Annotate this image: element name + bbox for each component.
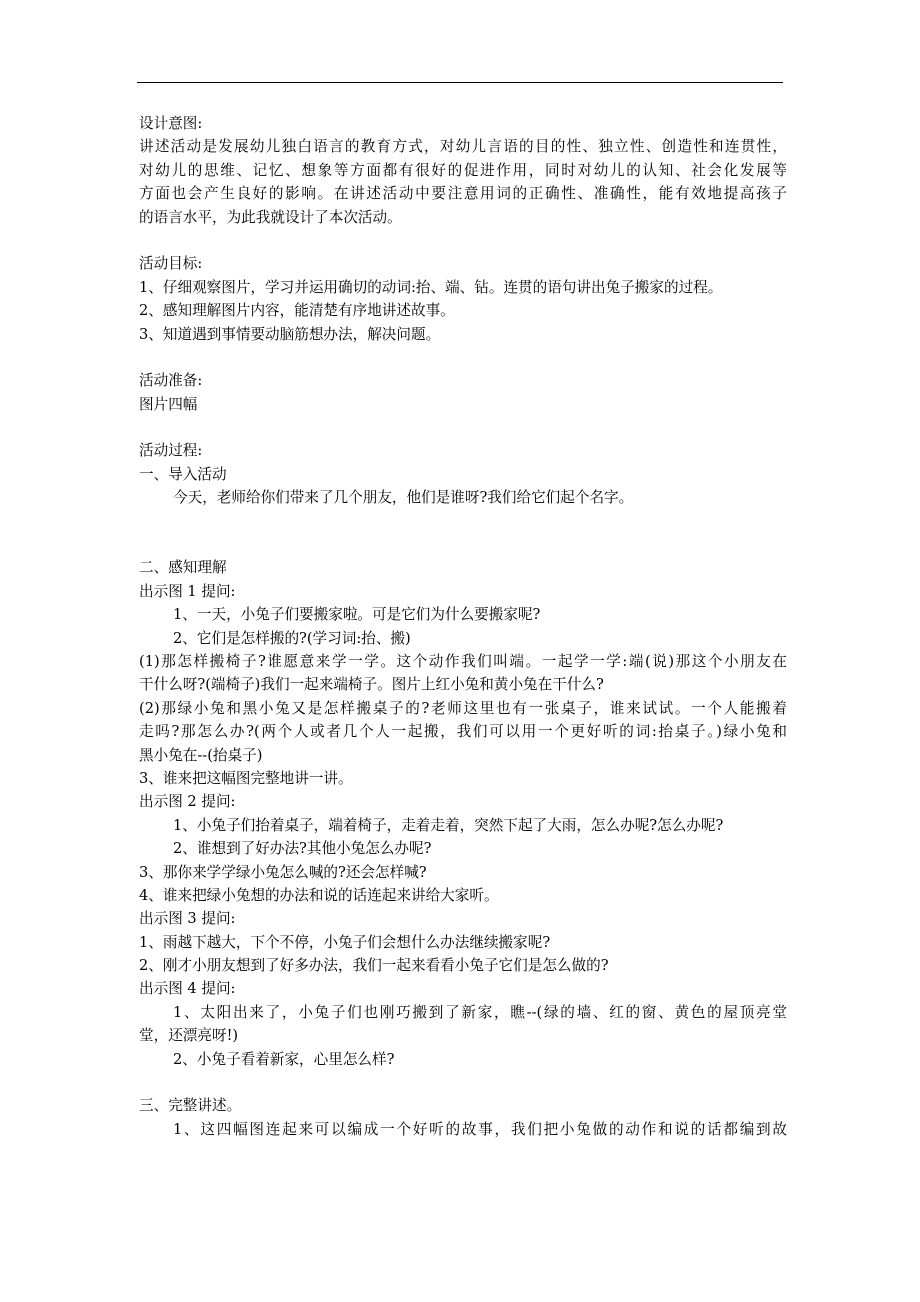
pic2-question-2: 2、谁想到了好办法?其他小兔怎么办呢? (173, 840, 432, 858)
pic3-question-2: 2、刚才小朋友想到了好多办法，我们一起来看看小兔子它们是怎么做的? (139, 957, 609, 975)
goal-item-1: 1、仔细观察图片，学习并运用确切的动词:抬、端、钻。连贯的语句讲出兔子搬家的过程。 (139, 278, 723, 296)
pic2-question-1: 1、小兔子们抬着桌子，端着椅子，走着走着，突然下起了大雨，怎么办呢?怎么办呢? (173, 816, 724, 834)
pic3-question-1: 1、雨越下越大，下个不停，小兔子们会想什么办法继续搬家呢? (139, 933, 551, 951)
design-line-2: 对幼儿的思维、记忆、想象等方面都有很好的促进作用，同时对幼儿的认知、社会化发展等 (139, 161, 787, 179)
pic4-question-1-line-2: 堂，还漂亮呀!) (139, 1027, 239, 1045)
goal-item-2: 2、感知理解图片内容，能清楚有序地讲述故事。 (139, 302, 455, 320)
part2-title: 二、感知理解 (139, 559, 227, 577)
pic4-question-2: 2、小兔子看着新家，心里怎么样? (173, 1050, 395, 1068)
process-heading: 活动过程: (139, 442, 203, 460)
pic1-sub-2-line-1: (2)那绿小兔和黑小兔又是怎样搬桌子的?老师这里也有一张桌子，谁来试试。一个人能搬着 (139, 699, 787, 717)
header-rule (137, 82, 783, 83)
pic4-label: 出示图 4 提问: (139, 980, 236, 998)
pic1-question-1: 1、一天，小兔子们要搬家啦。可是它们为什么要搬家呢? (173, 606, 541, 624)
pic4-question-1-line-1: 1、太阳出来了，小兔子们也刚巧搬到了新家，瞧--(绿的墙、红的窗、黄色的屋顶亮堂 (173, 1003, 787, 1021)
pic1-sub-1-line-2: 干什么呀?(端椅子)我们一起来端椅子。图片上红小兔和黄小兔在干什么? (139, 676, 604, 694)
document-body (139, 112, 787, 1141)
pic1-sub-2-line-2: 走吗?那怎么办?(两个人或者几个人一起搬，我们可以用一个更好听的词:抬桌子。)绿小兔和 (139, 723, 787, 741)
part3-question-1: 1、这四幅图连起来可以编成一个好听的故事，我们把小兔做的动作和说的话都编到故 (173, 1120, 787, 1138)
pic1-question-3: 3、谁来把这幅图完整地讲一讲。 (139, 769, 353, 787)
pic2-label: 出示图 2 提问: (139, 793, 236, 811)
pic1-label: 出示图 1 提问: (139, 582, 236, 600)
pic1-sub-2-line-3: 黑小兔在--(抬桌子) (139, 746, 263, 764)
design-line-1: 讲述活动是发展幼儿独白语言的教育方式，对幼儿言语的目的性、独立性、创造性和连贯性， (139, 138, 787, 156)
pic2-question-3: 3、那你来学学绿小兔怎么喊的?还会怎样喊? (139, 863, 427, 881)
design-heading: 设计意图: (139, 115, 203, 132)
pic3-label: 出示图 3 提问: (139, 910, 236, 928)
goals-heading: 活动目标: (139, 255, 203, 273)
part1-title: 一、导入活动 (139, 465, 227, 483)
part3-title: 三、完整讲述。 (139, 1097, 242, 1115)
pic1-question-2: 2、它们是怎样搬的?(学习词:抬、搬) (173, 629, 411, 647)
pic2-question-4: 4、谁来把绿小兔想的办法和说的话连起来讲给大家听。 (139, 886, 499, 904)
prep-heading: 活动准备: (139, 372, 203, 390)
goal-item-3: 3、知道遇到事情要动脑筋想办法，解决问题。 (139, 325, 441, 343)
design-line-4: 的语言水平，为此我就设计了本次活动。 (139, 208, 402, 226)
prep-text: 图片四幅 (139, 395, 198, 413)
pic1-sub-1-line-1: (1)那怎样搬椅子?谁愿意来学一学。这个动作我们叫端。一起学一学:端(说)那这个小朋友在 (139, 653, 787, 670)
design-line-3: 方面也会产生良好的影响。在讲述活动中要注意用词的正确性、准确性，能有效地提高孩子 (139, 185, 787, 203)
part1-text: 今天，老师给你们带来了几个朋友，他们是谁呀?我们给它们起个名字。 (173, 489, 634, 507)
